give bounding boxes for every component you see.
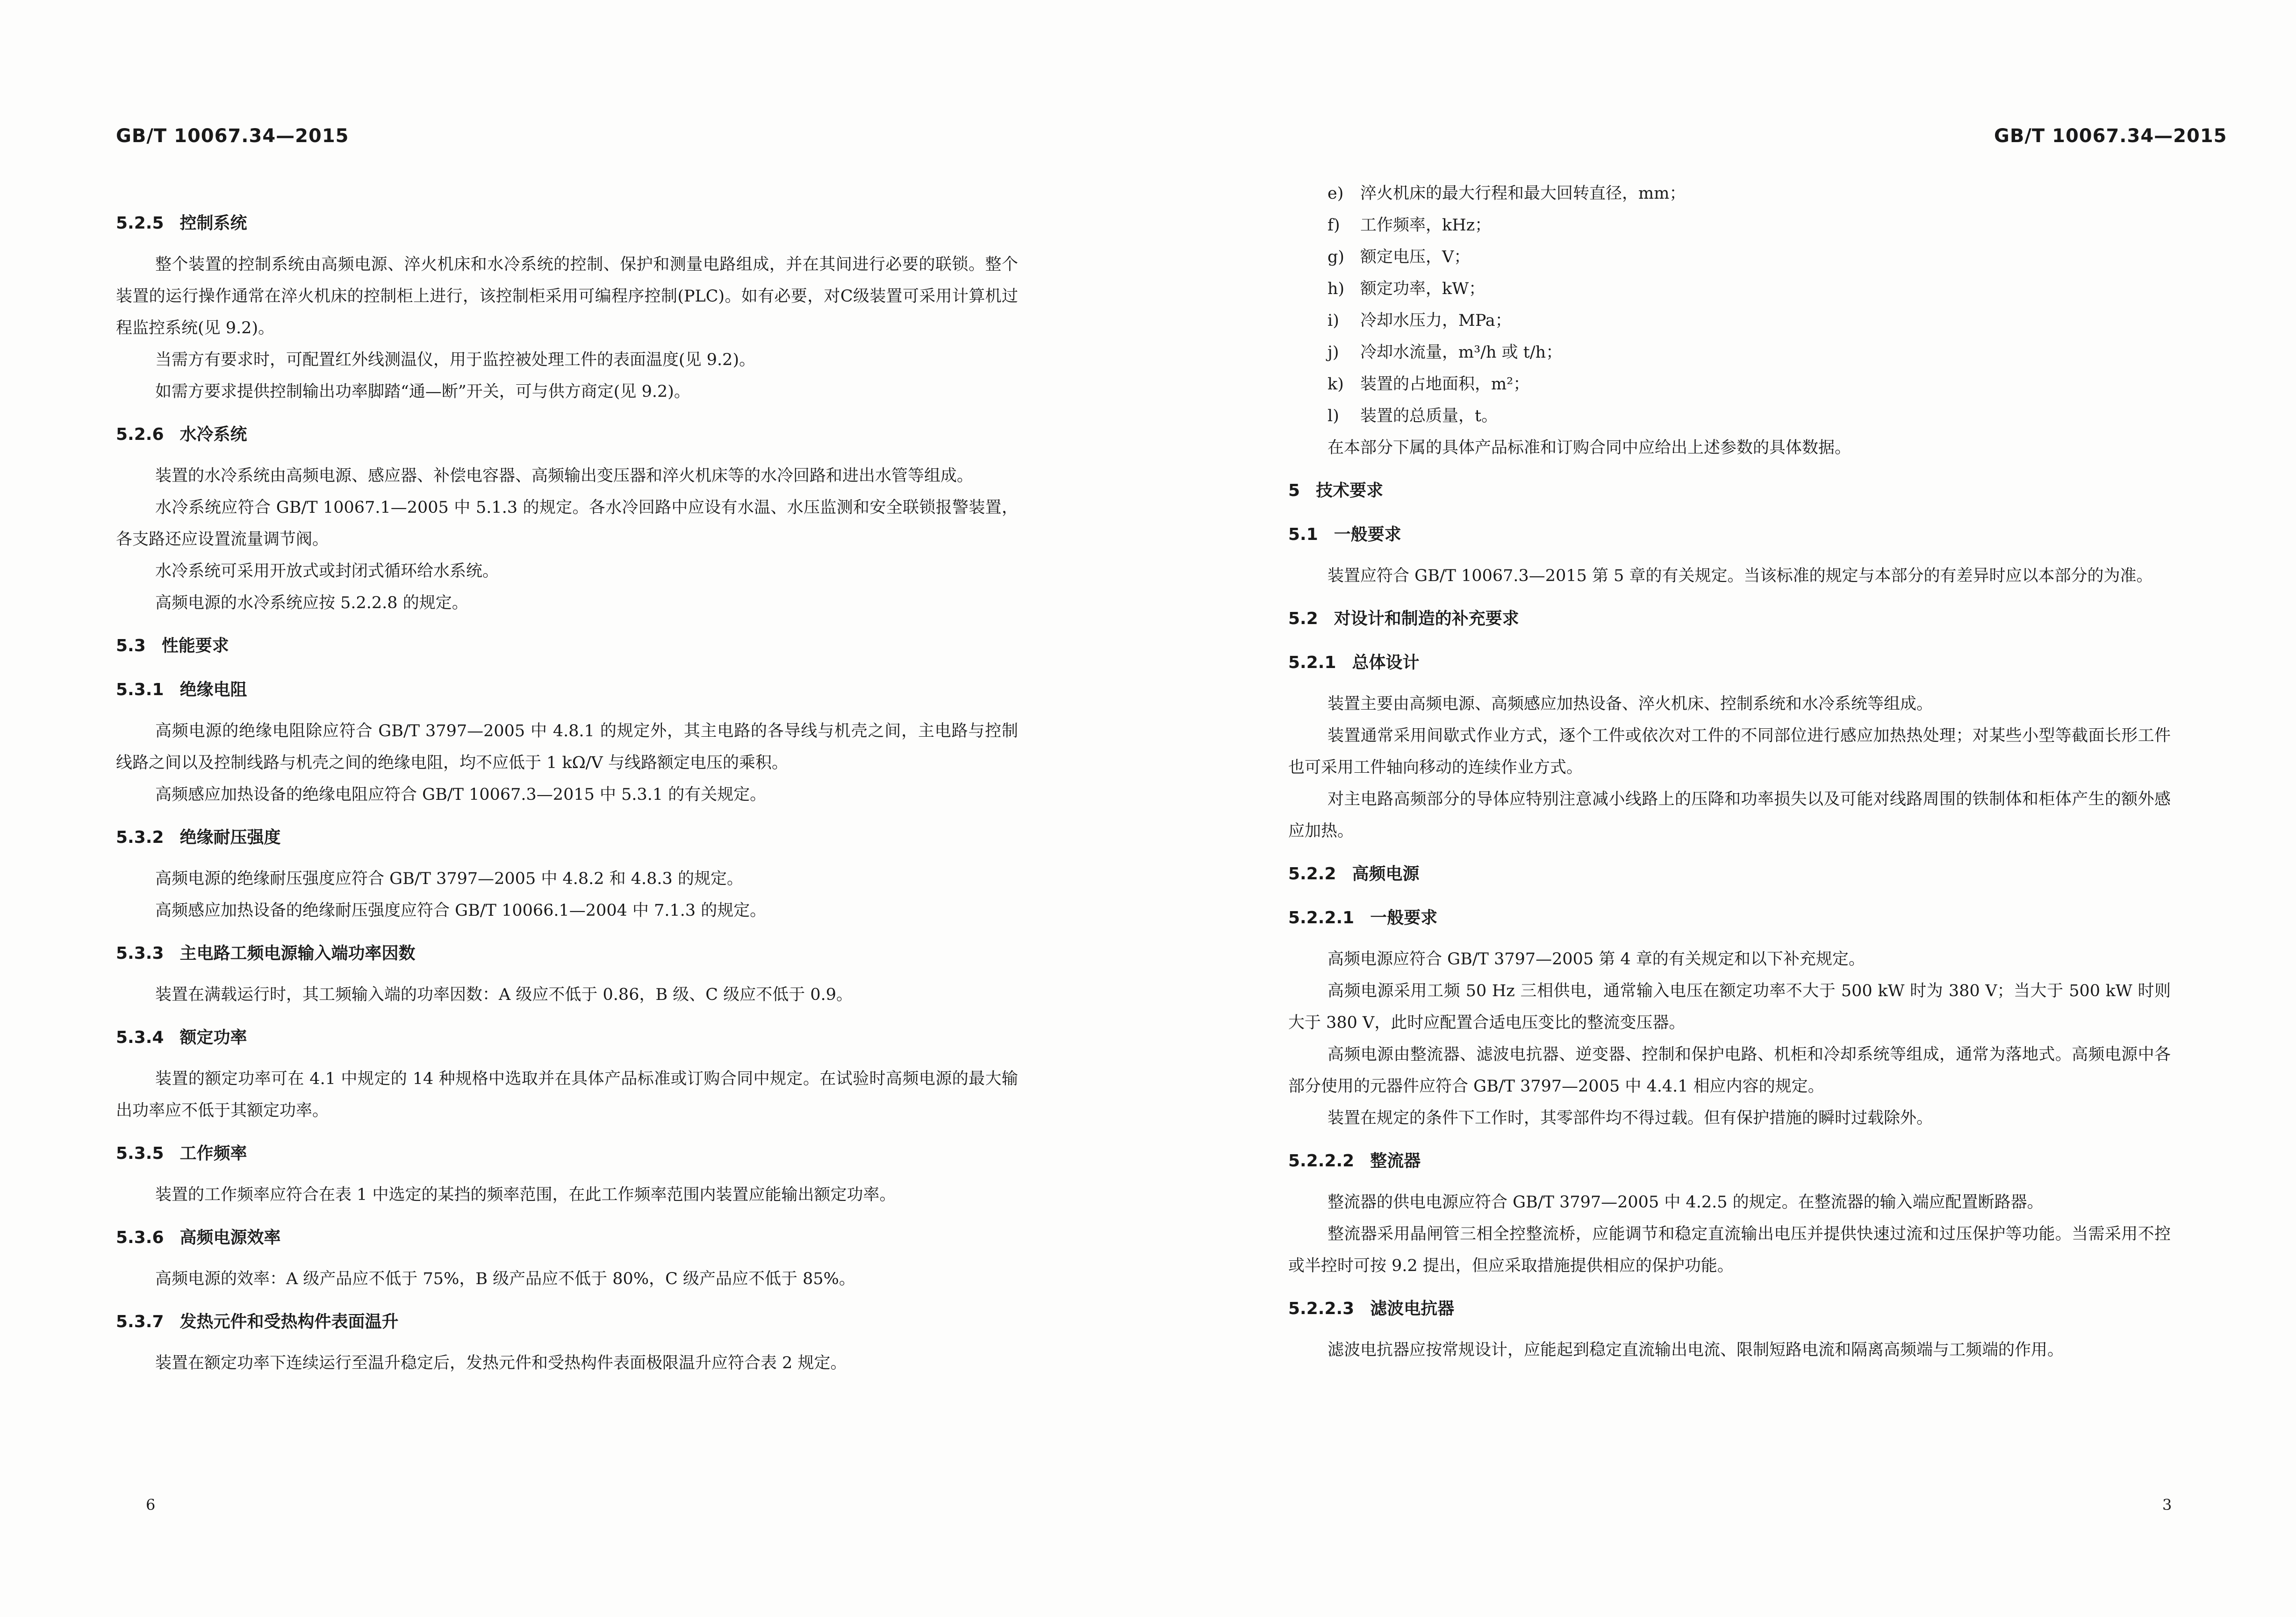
list-item-text: 额定功率，kW； [1360, 280, 1485, 298]
list-marker: g) [1327, 248, 1345, 266]
list-marker: h) [1327, 280, 1345, 298]
parameter-list [1288, 178, 2171, 432]
section-heading [116, 418, 1018, 452]
section-number: 5.3.6 [116, 1228, 164, 1247]
section-title: 控制系统 [179, 214, 247, 233]
paragraph: 滤波电抗器应按常规设计，应能起到稳定直流输出电流、限制短路电流和隔离高频端与工频端的作用。 [1327, 1341, 2064, 1359]
section-title: 工作频率 [179, 1144, 247, 1163]
section-heading [116, 629, 1018, 663]
section-heading [1288, 901, 2171, 935]
list-item-text: 工作频率，kHz； [1360, 216, 1492, 235]
section-number: 5.3.4 [116, 1028, 164, 1047]
right-page [1148, 0, 2296, 1617]
list-note: 在本部分下属的具体产品标准和订购合同中应给出上述参数的具体数据。 [1327, 438, 1851, 457]
paragraph: 当需方有要求时，可配置红外线测温仪，用于监控被处理工件的表面温度(见 9.2)。 [155, 351, 756, 369]
paragraph: 高频电源的水冷系统应按 5.2.2.8 的规定。 [155, 594, 468, 612]
paragraph: 高频感应加热设备的绝缘电阻应符合 GB/T 10067.3—2015 中 5.3.1 的有关规定。 [155, 785, 767, 804]
list-marker: k) [1327, 375, 1344, 394]
standard-code-header: GB/T 10067.34—2015 [1994, 125, 2227, 147]
section-number: 5.2.2.1 [1288, 908, 1355, 927]
section-heading [116, 937, 1018, 970]
section-heading [116, 1137, 1018, 1171]
section-title: 绝缘耐压强度 [179, 828, 281, 847]
section-heading [1288, 646, 2171, 680]
section-number: 5.2.6 [116, 425, 164, 444]
paragraph: 高频电源应符合 GB/T 3797—2005 第 4 章的有关规定和以下补充规定。 [1327, 950, 1865, 969]
paragraph: 高频电源的效率：A 级产品应不低于 75%，B 级产品应不低于 80%，C 级产品应不低于 85%。 [155, 1270, 855, 1288]
list-marker: f) [1327, 216, 1340, 235]
list-item [1288, 241, 2171, 273]
paragraph: 水冷系统可采用开放式或封闭式循环给水系统。 [155, 562, 499, 581]
list-item [1288, 209, 2171, 241]
page-number: 6 [146, 1496, 156, 1514]
section-heading [1288, 1144, 2171, 1178]
paragraph: 整流器的供电电源应符合 GB/T 3797—2005 中 4.2.5 的规定。在整流器的输入端应配置断路器。 [1327, 1193, 2044, 1212]
paragraph: 对主电路高频部分的导体应特别注意减小线路上的压降和功率损失以及可能对线路周围的铁制体和柜体产生的额外感应加热。 [1288, 790, 2171, 841]
section-title: 一般要求 [1334, 525, 1401, 544]
section-title: 滤波电抗器 [1370, 1299, 1455, 1318]
section-title: 总体设计 [1352, 653, 1420, 672]
section-title: 绝缘电阻 [179, 680, 247, 699]
paragraph: 装置主要由高频电源、高频感应加热设备、淬火机床、控制系统和水冷系统等组成。 [1327, 695, 1933, 713]
section-heading [1288, 857, 2171, 891]
paragraph: 高频电源的绝缘耐压强度应符合 GB/T 3797—2005 中 4.8.2 和 4.8.3 的规定。 [155, 870, 743, 888]
list-item-text: 装置的占地面积，m²； [1360, 375, 1530, 394]
paragraph: 高频感应加热设备的绝缘耐压强度应符合 GB/T 10066.1—2004 中 7.1.3 的规定。 [155, 901, 767, 920]
section-heading [1288, 474, 2171, 508]
list-marker: e) [1327, 184, 1344, 203]
section-heading [116, 1305, 1018, 1339]
section-title: 技术要求 [1316, 481, 1384, 500]
paragraph: 高频电源由整流器、滤波电抗器、逆变器、控制和保护电路、机柜和冷却系统等组成，通常为落地式。高频电源中各部分使用的元器件应符合 GB/T 3797—2005 中 4.4.1 相应内容的规定。 [1288, 1045, 2171, 1096]
section-title: 主电路工频电源输入端功率因数 [179, 944, 416, 963]
right-page-content [1288, 178, 2171, 1366]
paragraph: 装置的额定功率可在 4.1 中规定的 14 种规格中选取并在具体产品标准或订购合同中规定。在试验时高频电源的最大输出功率应不低于其额定功率。 [116, 1070, 1018, 1120]
right-page-sections [1288, 474, 2171, 1366]
section-heading [116, 1021, 1018, 1055]
section-number: 5.2.1 [1288, 653, 1336, 672]
list-marker: j) [1327, 343, 1339, 362]
section-title: 额定功率 [179, 1028, 247, 1047]
section-title: 发热元件和受热构件表面温升 [179, 1312, 399, 1331]
section-number: 5.1 [1288, 525, 1318, 544]
paragraph: 装置在规定的条件下工作时，其零部件均不得过载。但有保护措施的瞬时过载除外。 [1327, 1109, 1933, 1128]
list-item-text: 冷却水流量，m³/h 或 t/h； [1360, 343, 1563, 362]
section-heading [1288, 1292, 2171, 1326]
section-heading [1288, 518, 2171, 552]
section-title: 对设计和制造的补充要求 [1334, 609, 1519, 628]
paragraph: 水冷系统应符合 GB/T 10067.1—2005 中 5.1.3 的规定。各水冷回路中应设有水温、水压监测和安全联锁报警装置，各支路还应设置流量调节阀。 [116, 498, 1018, 549]
paragraph: 整流器采用晶闸管三相全控整流桥，应能调节和稳定直流输出电压并提供快速过流和过压保护等功能。当需采用不控或半控时可按 9.2 提出，但应采取措施提供相应的保护功能。 [1288, 1225, 2171, 1275]
section-title: 高频电源 [1352, 864, 1420, 884]
section-heading [116, 821, 1018, 855]
list-item-text: 冷却水压力，MPa； [1360, 311, 1512, 330]
paragraph: 装置的水冷系统由高频电源、感应器、补偿电容器、高频输出变压器和淬火机床等的水冷回路和进出水管等组成。 [155, 467, 974, 485]
list-item-text: 装置的总质量，t。 [1360, 407, 1498, 425]
standard-code-header: GB/T 10067.34—2015 [116, 125, 349, 147]
section-number: 5.3.1 [116, 680, 164, 699]
section-title: 水冷系统 [179, 425, 247, 444]
section-heading [116, 673, 1018, 707]
list-item [1288, 400, 2171, 432]
paragraph: 如需方要求提供控制输出功率脚踏“通—断”开关，可与供方商定(见 9.2)。 [155, 382, 690, 401]
section-number: 5.3.2 [116, 828, 164, 847]
section-number: 5.3.7 [116, 1312, 164, 1331]
left-page-content [116, 196, 1018, 1379]
paragraph: 高频电源的绝缘电阻除应符合 GB/T 3797—2005 中 4.8.1 的规定外，其主电路的各导线与机壳之间，主电路与控制线路之间以及控制线路与机壳之间的绝缘电阻，均不应低于 1 kΩ/V 与线路额定电压的乘积。 [116, 722, 1018, 772]
paragraph: 装置应符合 GB/T 10067.3—2015 第 5 章的有关规定。当该标准的规定与本部分的有差异时应以本部分的为准。 [1327, 567, 2153, 585]
list-item [1288, 337, 2171, 368]
section-number: 5.2.2.2 [1288, 1151, 1355, 1171]
section-number: 5.2.5 [116, 214, 164, 233]
section-number: 5 [1288, 481, 1300, 500]
list-item [1288, 368, 2171, 400]
section-heading [116, 207, 1018, 240]
list-item [1288, 178, 2171, 209]
section-heading [1288, 602, 2171, 636]
section-number: 5.3.3 [116, 944, 164, 963]
section-title: 高频电源效率 [179, 1228, 281, 1247]
paragraph: 整个装置的控制系统由高频电源、淬火机床和水冷系统的控制、保护和测量电路组成，并在其间进行必要的联锁。整个装置的运行操作通常在淬火机床的控制柜上进行，该控制柜采用可编程序控制(PLC)。如有必要，对C级装置可采用计算机过程监控系统(见 9.2)。 [116, 255, 1018, 338]
list-item [1288, 273, 2171, 305]
paragraph: 装置在额定功率下连续运行至温升稳定后，发热元件和受热构件表面极限温升应符合表 2 规定。 [155, 1354, 847, 1373]
paragraph: 高频电源采用工频 50 Hz 三相供电，通常输入电压在额定功率不大于 500 kW 时为 380 V；当大于 500 kW 时则大于 380 V，此时应配置合适电压变比的整流变压器。 [1288, 982, 2171, 1032]
section-number: 5.3.5 [116, 1144, 164, 1163]
section-number: 5.2.2.3 [1288, 1299, 1355, 1318]
section-number: 5.3 [116, 636, 146, 655]
list-item-text: 淬火机床的最大行程和最大回转直径，mm； [1360, 184, 1686, 203]
section-number: 5.2.2 [1288, 864, 1336, 884]
paragraph: 装置通常采用间歇式作业方式，逐个工件或依次对工件的不同部位进行感应加热热处理；对某些小型等截面长形工件也可采用工件轴向移动的连续作业方式。 [1288, 726, 2171, 777]
section-number: 5.2 [1288, 609, 1318, 628]
section-title: 整流器 [1370, 1151, 1421, 1171]
section-heading [116, 1221, 1018, 1255]
section-title: 一般要求 [1370, 908, 1438, 927]
list-item-text: 额定电压，V； [1360, 248, 1471, 266]
paragraph: 装置在满载运行时，其工频输入端的功率因数：A 级应不低于 0.86，B 级、C 级应不低于 0.9。 [155, 985, 853, 1004]
list-marker: i) [1327, 311, 1339, 330]
paragraph: 装置的工作频率应符合在表 1 中选定的某挡的频率范围，在此工作频率范围内装置应能输出额定功率。 [155, 1186, 896, 1204]
list-item [1288, 305, 2171, 337]
list-marker: l) [1327, 407, 1339, 425]
page-number: 3 [2162, 1496, 2172, 1514]
section-title: 性能要求 [161, 636, 229, 655]
